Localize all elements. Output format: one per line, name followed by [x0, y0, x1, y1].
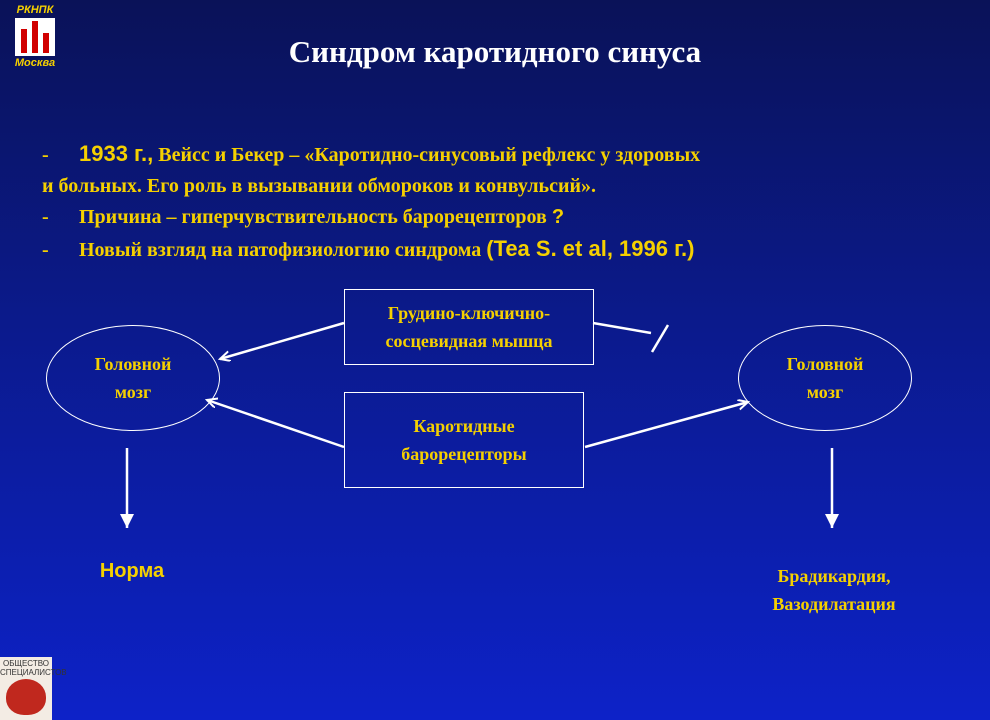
baroreceptors-line-2: барорецепторы — [401, 444, 527, 464]
bullet-3-text: Новый взгляд на патофизиологию синдрома — [79, 239, 487, 261]
society-logo — [0, 657, 67, 720]
bullet-1-dash: - — [42, 144, 49, 166]
right-brain-line-1: Головной — [786, 354, 864, 374]
bullet-1-continuation: и больных. Его роль в вызывании обмороков и конвульсий». — [42, 175, 597, 197]
outcome-label — [734, 562, 934, 618]
bullet-2-dash: - — [42, 206, 49, 228]
muscle-to-left-brain-arrow — [220, 323, 344, 359]
right-brain-line-2: мозг — [806, 382, 844, 402]
receptors-to-right-brain-arrow — [585, 402, 748, 447]
bullet-1-text: Вейсс и Бекер – «Каротидно-синусовый рефлекс у здоровых — [153, 144, 701, 166]
outcome-line-1: Брадикардия, — [777, 566, 891, 586]
bullet-3-reference: (Tea S. et al, 1996 г.) — [486, 236, 695, 261]
left-brain-line-1: Головной — [94, 354, 172, 374]
muscle-box — [344, 289, 594, 365]
norm-label: Норма — [99, 560, 165, 582]
society-logo-text: ОБЩЕСТВО СПЕЦИАЛИСТОВ — [0, 659, 67, 677]
slide-title: Синдром каротидного синуса — [288, 34, 702, 69]
baroreceptors-box — [344, 392, 584, 488]
bullet-3-dash: - — [42, 239, 49, 261]
block-bar — [652, 325, 668, 352]
baroreceptors-line-1: Каротидные — [413, 416, 515, 436]
heart-icon — [6, 679, 46, 715]
bullet-1-year: 1933 г., — [79, 141, 154, 166]
muscle-box-line-2: сосцевидная мышца — [385, 331, 553, 351]
bullet-2-question: ? — [551, 206, 565, 228]
left-brain-line-2: мозг — [114, 382, 152, 402]
bullet-2-text: Причина – гиперчувствительность барорецепторов — [79, 206, 552, 228]
logo-top-text: РКНПК — [16, 4, 54, 16]
left-brain-node — [46, 325, 220, 431]
muscle-box-line-1: Грудино-ключично- — [387, 303, 551, 323]
right-brain-node — [738, 325, 912, 431]
muscle-blocked-line — [593, 323, 651, 333]
receptors-to-left-brain-arrow — [207, 400, 344, 447]
outcome-line-2: Вазодилатация — [772, 594, 896, 614]
logo-bottom-text: Москва — [14, 57, 56, 69]
